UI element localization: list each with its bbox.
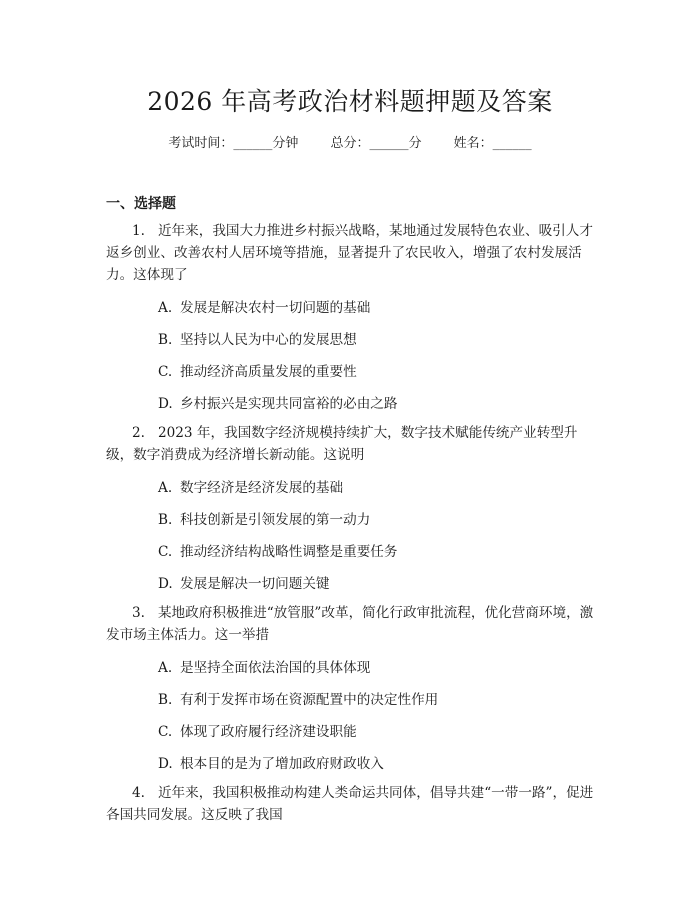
- option-1d: [158, 392, 398, 412]
- option-3d: [158, 752, 384, 772]
- total-score: [330, 136, 421, 151]
- option-2b: [158, 508, 370, 528]
- option-text: 推动经济结构战略性调整是重要任务: [180, 544, 398, 560]
- option-letter: C.: [158, 544, 173, 560]
- question-text: 2023 年，我国数字经济规模持续扩大，数字技术赋能传统产业转型升级，数字消费成为经济增长新动能。这说明: [106, 425, 578, 463]
- question-1: [106, 220, 602, 286]
- option-letter: C.: [158, 364, 173, 380]
- total-score-label: 总分：: [330, 136, 370, 151]
- question-number: 4.: [132, 785, 145, 801]
- question-2: [106, 422, 602, 466]
- option-text: 发展是解决农村一切问题的基础: [180, 300, 371, 316]
- option-1a: [158, 296, 370, 316]
- question-stem: [106, 422, 602, 466]
- question-stem: [106, 602, 602, 646]
- option-letter: D.: [158, 576, 173, 592]
- question-number: 1.: [132, 223, 145, 239]
- option-text: 推动经济高质量发展的重要性: [180, 364, 357, 380]
- question-text: 近年来，我国大力推进乡村振兴战略，某地通过发展特色农业、吸引人才返乡创业、改善农村人居环境等措施，显著提升了农民收入，增强了农村发展活力。这体现了: [106, 223, 593, 283]
- option-text: 根本目的是为了增加政府财政收入: [180, 756, 384, 772]
- option-text: 数字经济是经济发展的基础: [180, 480, 344, 496]
- option-text: 发展是解决一切问题关键: [180, 576, 330, 592]
- option-text: 体现了政府履行经济建设职能: [180, 724, 357, 740]
- option-text: 有利于发挥市场在资源配置中的决定性作用: [180, 692, 439, 708]
- option-letter: D.: [158, 396, 173, 412]
- option-text: 科技创新是引领发展的第一动力: [180, 512, 371, 528]
- option-letter: C.: [158, 724, 173, 740]
- student-name: [454, 136, 532, 151]
- option-1b: [158, 328, 357, 348]
- option-letter: A.: [158, 300, 173, 316]
- question-text: 近年来，我国积极推动构建人类命运共同体，倡导共建“一带一路”，促进各国共同发展。这反映了我国: [106, 785, 594, 823]
- question-stem: [106, 782, 602, 826]
- question-3: [106, 602, 602, 646]
- option-letter: B.: [158, 332, 173, 348]
- option-text: 乡村振兴是实现共同富裕的必由之路: [180, 396, 398, 412]
- option-text: 是坚持全面依法治国的具体体现: [180, 660, 371, 676]
- option-3a: [158, 656, 370, 676]
- option-letter: B.: [158, 692, 173, 708]
- option-letter: A.: [158, 480, 173, 496]
- exam-time-value: ______分钟: [233, 136, 299, 151]
- question-number: 3.: [132, 605, 145, 621]
- student-name-value: ______: [492, 136, 532, 151]
- question-number: 2.: [132, 425, 145, 441]
- exam-time: [168, 136, 298, 151]
- option-letter: D.: [158, 756, 173, 772]
- exam-time-label: 考试时间：: [168, 136, 234, 151]
- question-stem: [106, 220, 602, 286]
- question-4: [106, 782, 602, 826]
- option-2a: [158, 476, 343, 496]
- option-2d: [158, 572, 330, 592]
- question-text: 某地政府积极推进“放管服”改革，简化行政审批流程，优化营商环境，激发市场主体活力。这一举措: [106, 605, 594, 643]
- option-text: 坚持以人民为中心的发展思想: [180, 332, 357, 348]
- option-3c: [158, 720, 357, 740]
- exam-meta: [0, 132, 700, 151]
- section-title: 一、选择题: [106, 196, 176, 212]
- page-title: 2026 年高考政治材料题押题及答案: [147, 87, 553, 116]
- option-1c: [158, 360, 357, 380]
- total-score-value: ______分: [369, 136, 422, 151]
- option-letter: B.: [158, 512, 173, 528]
- student-name-label: 姓名：: [453, 136, 493, 151]
- option-2c: [158, 540, 398, 560]
- option-letter: A.: [158, 660, 173, 676]
- option-3b: [158, 688, 438, 708]
